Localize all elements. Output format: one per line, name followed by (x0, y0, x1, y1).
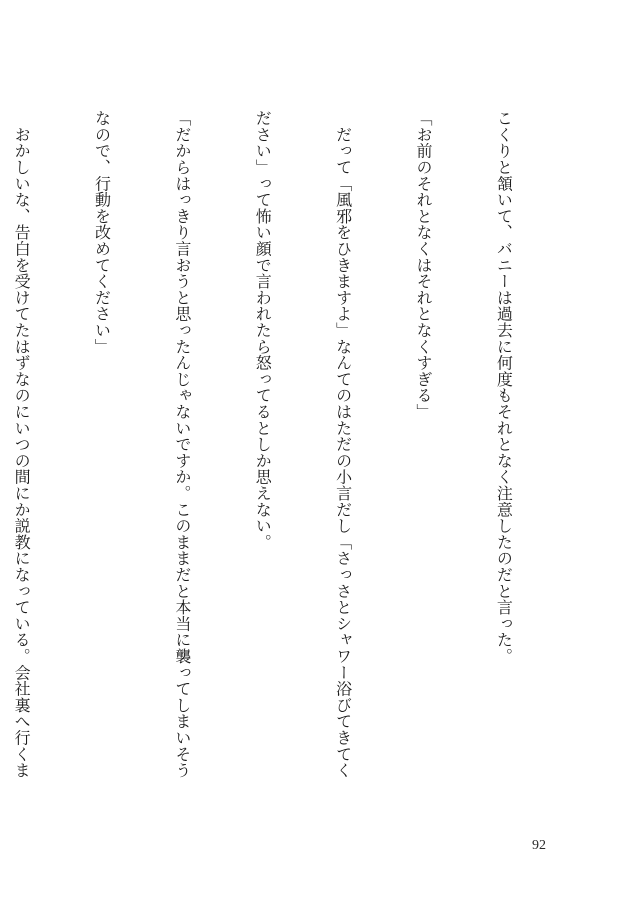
text-line: なので、行動を改めてください」 (92, 110, 112, 355)
text-line: こくりと頷いて、バニーは過去に何度もそれとなく注意したのだと言った。 (494, 110, 514, 665)
vertical-text-body (0, 110, 570, 790)
text-line: だって「風邪をひきますよ」なんてのはただの小言だし「さっさとシャワー浴びてきてく (333, 110, 353, 779)
text-line: ださい」って怖い顔で言われたら怒ってるとしか思えない。 (253, 110, 273, 551)
page-number: 92 (532, 838, 546, 853)
text-line: 「だからはっきり言おうと思ったんじゃないですか。このままだと本当に襲ってしまいそう (172, 110, 192, 779)
text-line: 「お前のそれとなくはそれとなくすぎる」 (414, 110, 434, 420)
text-line: おかしいな、告白を受けてたはずなのにいつの間にか説教になっている。会社裏へ行くま (12, 110, 32, 779)
